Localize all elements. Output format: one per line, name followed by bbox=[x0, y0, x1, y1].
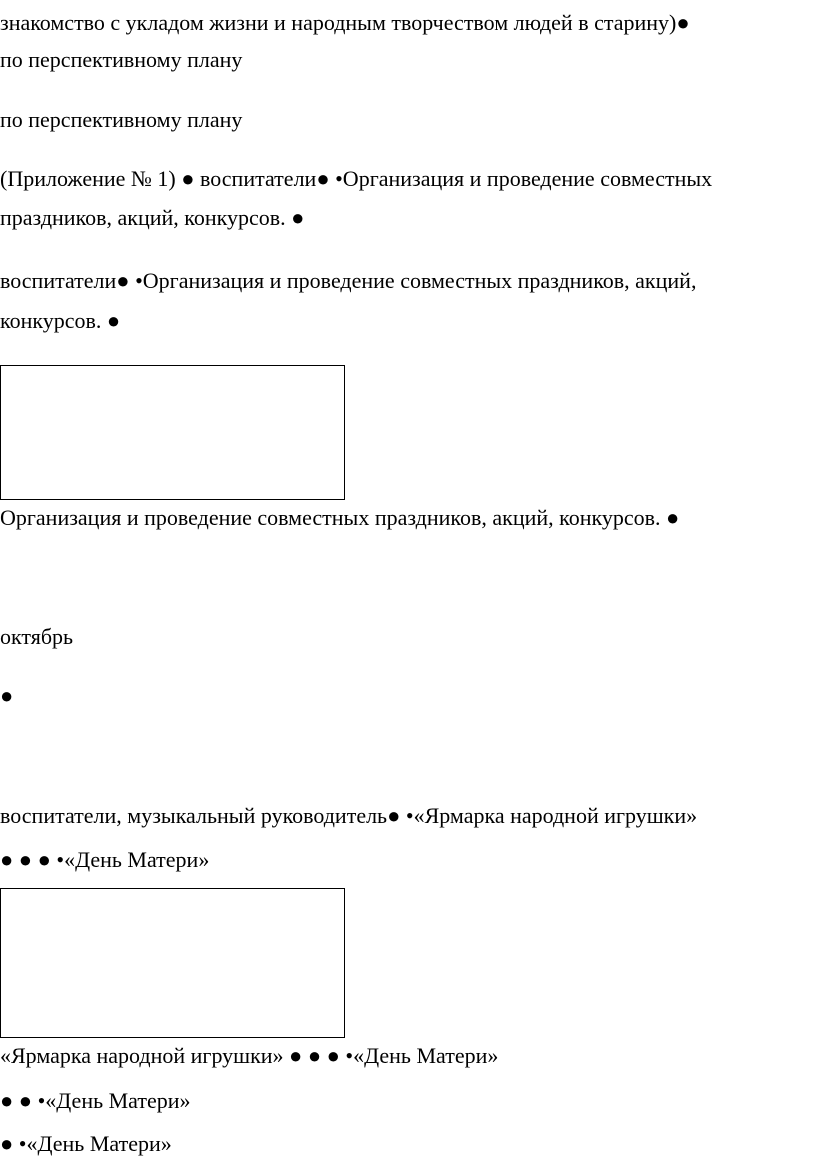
text-line-14: ● ● •«День Матери» bbox=[0, 1088, 191, 1113]
text-line-12: ● ● ● •«День Матери» bbox=[0, 847, 210, 872]
text-line-2: по перспективному плану bbox=[0, 47, 243, 72]
text-line-13: «Ярмарка народной игрушки» ● ● ● •«День Матери» bbox=[0, 1043, 499, 1068]
empty-frame-2 bbox=[0, 888, 345, 1038]
text-line-3: по перспективному плану bbox=[0, 107, 243, 132]
text-line-7: конкурсов. ● bbox=[0, 308, 121, 333]
text-line-1: знакомство с укладом жизни и народным творчеством людей в старину)● bbox=[0, 10, 690, 35]
text-line-10: ● bbox=[0, 683, 14, 708]
text-line-11: воспитатели, музыкальный руководитель● •«Ярмарка народной игрушки» bbox=[0, 803, 698, 828]
text-line-4: (Приложение № 1) ● воспитатели● •Организация и проведение совместных bbox=[0, 166, 713, 191]
empty-frame-1 bbox=[0, 365, 345, 500]
text-line-6: воспитатели● •Организация и проведение совместных праздников, акций, bbox=[0, 268, 697, 293]
text-line-5: праздников, акций, конкурсов. ● bbox=[0, 205, 305, 230]
text-line-15: ● •«День Матери» bbox=[0, 1131, 172, 1156]
text-line-9: октябрь bbox=[0, 624, 74, 649]
text-line-8: Организация и проведение совместных праздников, акций, конкурсов. ● bbox=[0, 505, 680, 530]
